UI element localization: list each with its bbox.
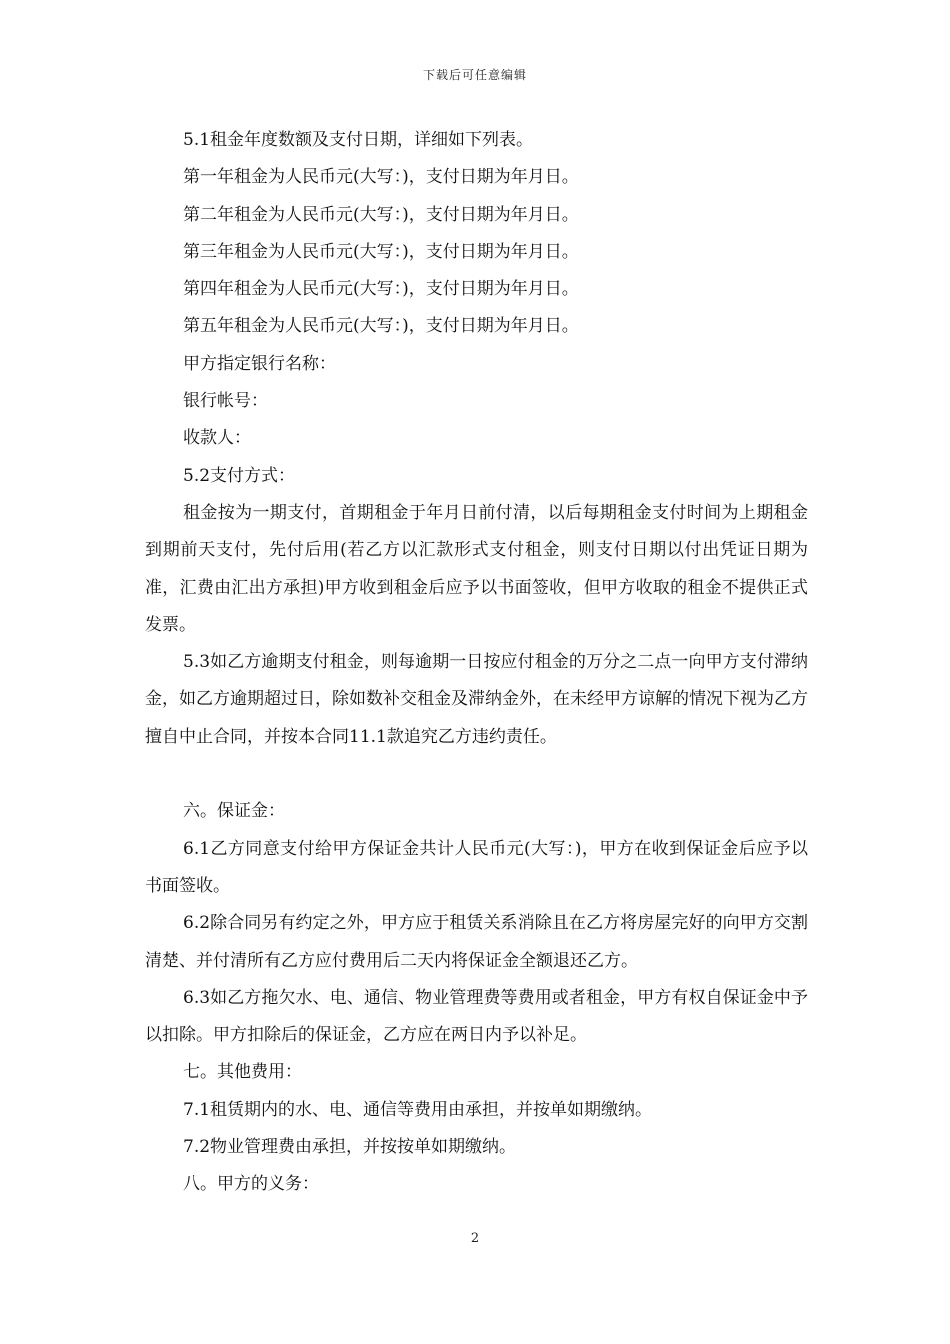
rent-year-2: 第二年租金为人民币元(大写：)，支付日期为年月日。 (183, 204, 579, 225)
other-fees-clause-7-2: 7.2物业管理费由承担，并按按单如期缴纳。 (183, 1137, 517, 1158)
deposit-clause-6-2: 6.2除合同另有约定之外，甲方应于租赁关系消除且在乙方将房屋完好的向甲方交割清楚、并付清所有乙方应付费用后二天内将保证金全额退还乙方。 (145, 913, 808, 971)
rent-schedule-intro: 5.1租金年度数额及支付日期，详细如下列表。 (183, 130, 534, 150)
landlord-obligations-heading: 八。甲方的义务： (183, 1174, 319, 1195)
payee-field: 收款人： (183, 428, 251, 449)
rent-year-3: 第三年租金为人民币元(大写：)，支付日期为年月日。 (183, 241, 579, 262)
rent-year-5: 第五年租金为人民币元(大写：)，支付日期为年月日。 (183, 316, 579, 337)
document-body (145, 122, 808, 1204)
deposit-clause-6-1: 6.1乙方同意支付给甲方保证金共计人民币元(大写：)，甲方在收到保证金后应予以书面签收。 (145, 838, 808, 896)
page-number: 2 (470, 1231, 480, 1246)
deposit-clause-6-3: 6.3如乙方拖欠水、电、通信、物业管理费等费用或者租金，甲方有权自保证金中予以扣除。甲方扣除后的保证金，乙方应在两日内予以补足。 (145, 987, 808, 1046)
paragraph-spacer (145, 756, 808, 793)
late-payment-paragraph: 5.3如乙方逾期支付租金，则每逾期一日按应付租金的万分之二点一向甲方支付滞纳金，如乙方逾期超过日，除如数补交租金及滞纳金外，在未经甲方谅解的情况下视为乙方擅自中止合同，并按本合同11.1款追究乙方违约责任。 (145, 652, 808, 747)
other-fees-heading: 七。其他费用： (183, 1062, 302, 1083)
bank-account-field: 银行帐号： (183, 391, 268, 412)
deposit-heading: 六。保证金： (183, 801, 285, 822)
other-fees-clause-7-1: 7.1租赁期内的水、电、通信等费用由承担，并按单如期缴纳。 (183, 1099, 653, 1120)
rent-year-4: 第四年租金为人民币元(大写：)，支付日期为年月日。 (183, 279, 579, 300)
payment-method-heading: 5.2支付方式： (183, 465, 296, 486)
page-header: 下载后可任意编辑 (422, 68, 527, 82)
bank-name-field: 甲方指定银行名称： (183, 353, 336, 374)
rent-year-1: 第一年租金为人民币元(大写：)，支付日期为年月日。 (183, 167, 579, 188)
payment-method-paragraph: 租金按为一期支付，首期租金于年月日前付清，以后每期租金支付时间为上期租金到期前天支付，先付后用(若乙方以汇款形式支付租金，则支付日期以付出凭证日期为准，汇费由汇出方承担)甲方收到租金后应予以书面签收，但甲方收取的租金不提供正式发票。 (145, 502, 808, 635)
